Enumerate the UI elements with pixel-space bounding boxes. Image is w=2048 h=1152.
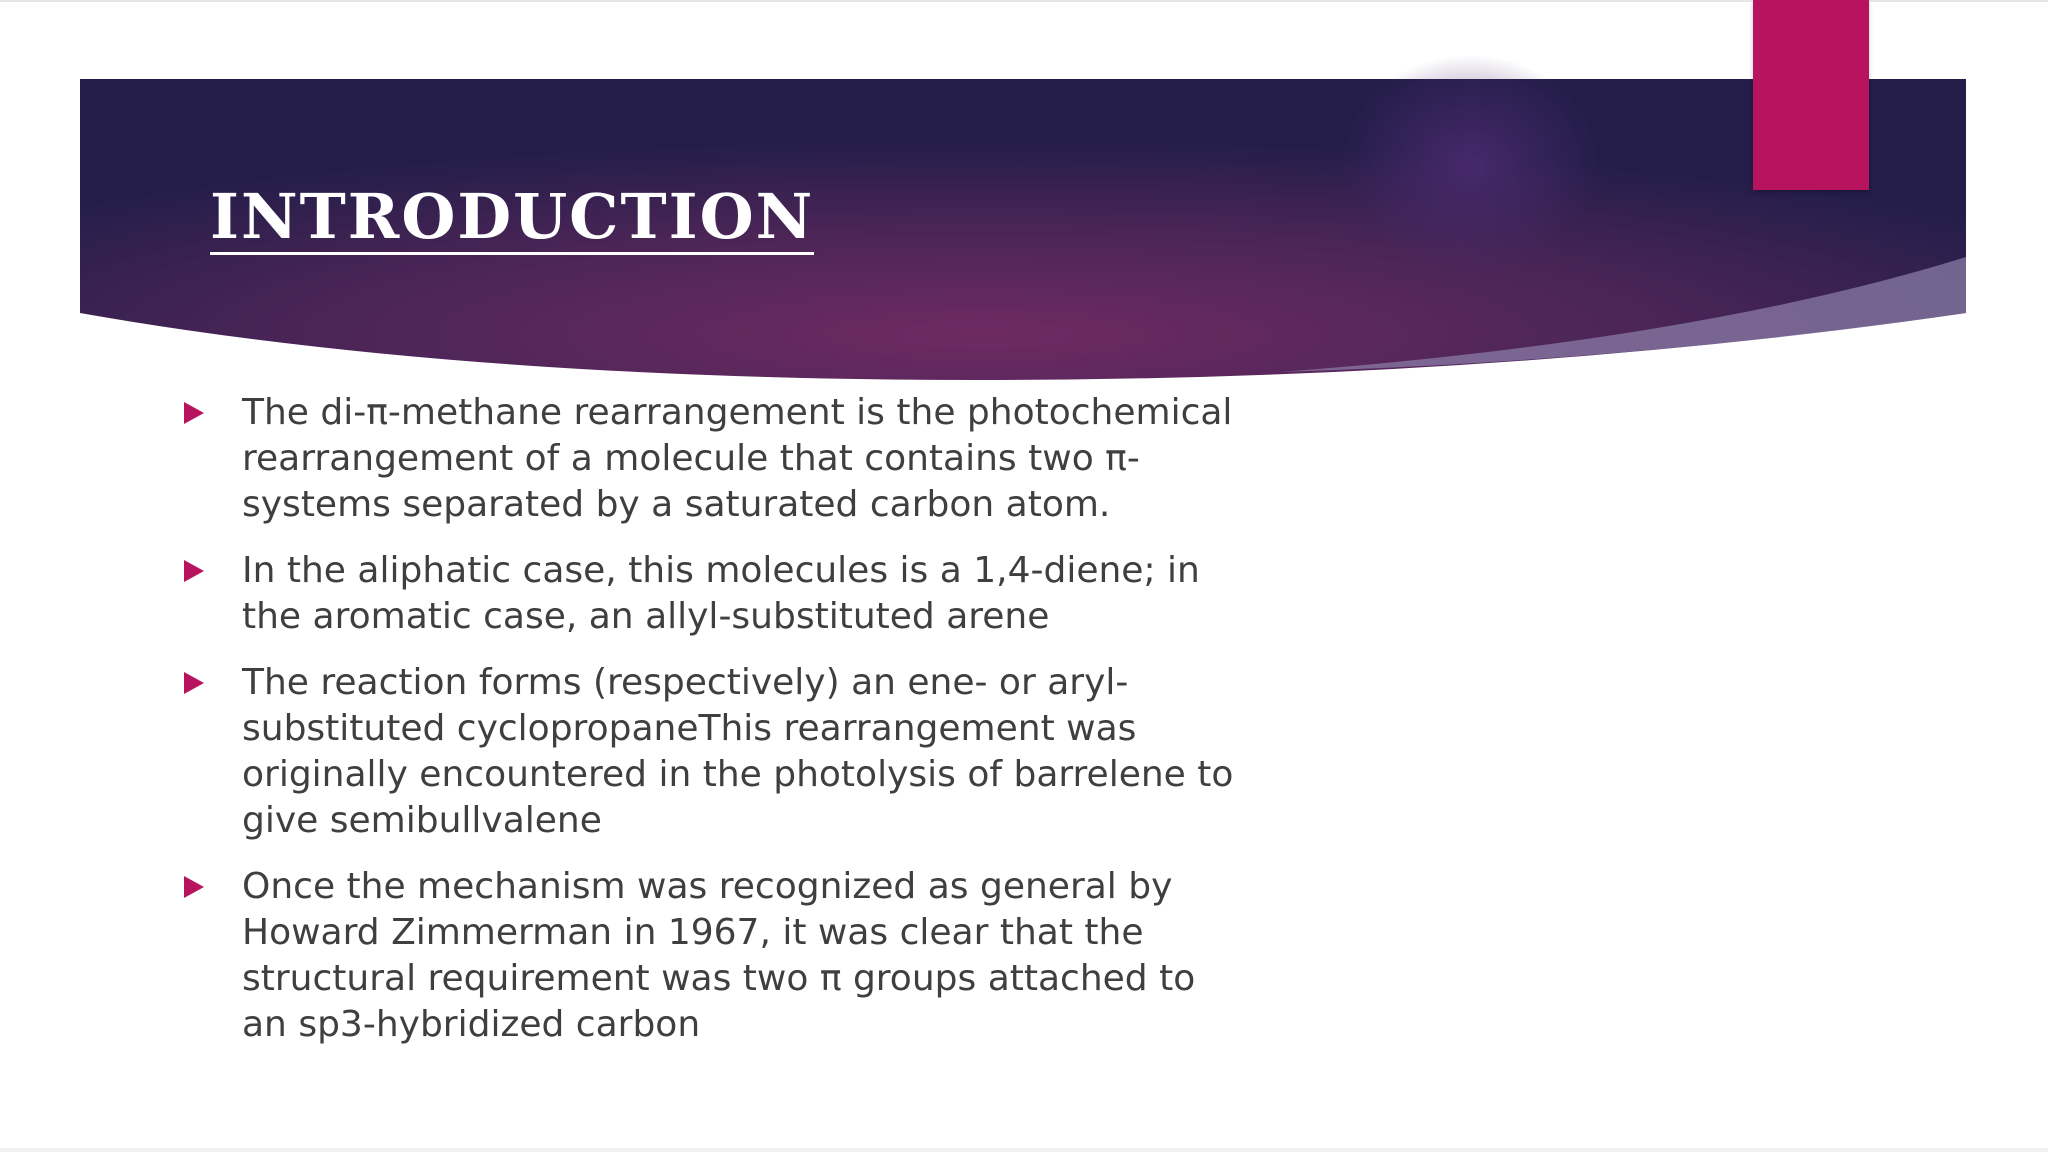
triangle-right-icon [184,672,204,694]
slide-bottom-edge [0,1148,2048,1152]
list-item [184,864,1244,1048]
list-item [184,390,1244,528]
bullet-text: The di-π-methane rearrangement is the photochemical rearrangement of a molecule that contains two π-systems separated by a saturated carbon atom. [242,392,1233,525]
bullet-text: The reaction forms (respectively) an ene- or aryl-substituted cyclopropaneThis rearrangement was originally encountered in the photolysis of barrelene to give semibullvalene [242,662,1234,841]
slide-title: INTRODUCTION [210,180,815,253]
bullet-text: Once the mechanism was recognized as general by Howard Zimmerman in 1967, it was clear that the structural requirement was two π groups attached to an sp3-hybridized carbon [242,866,1196,1045]
banner-glow [1340,55,1600,275]
bullet-text: In the aliphatic case, this molecules is a 1,4-diene; in the aromatic case, an allyl-substituted arene [242,550,1200,637]
accent-tab [1753,0,1869,190]
bullet-list [184,390,1244,1068]
list-item [184,660,1244,844]
triangle-right-icon [184,560,204,582]
triangle-right-icon [184,876,204,898]
list-item [184,548,1244,640]
triangle-right-icon [184,402,204,424]
